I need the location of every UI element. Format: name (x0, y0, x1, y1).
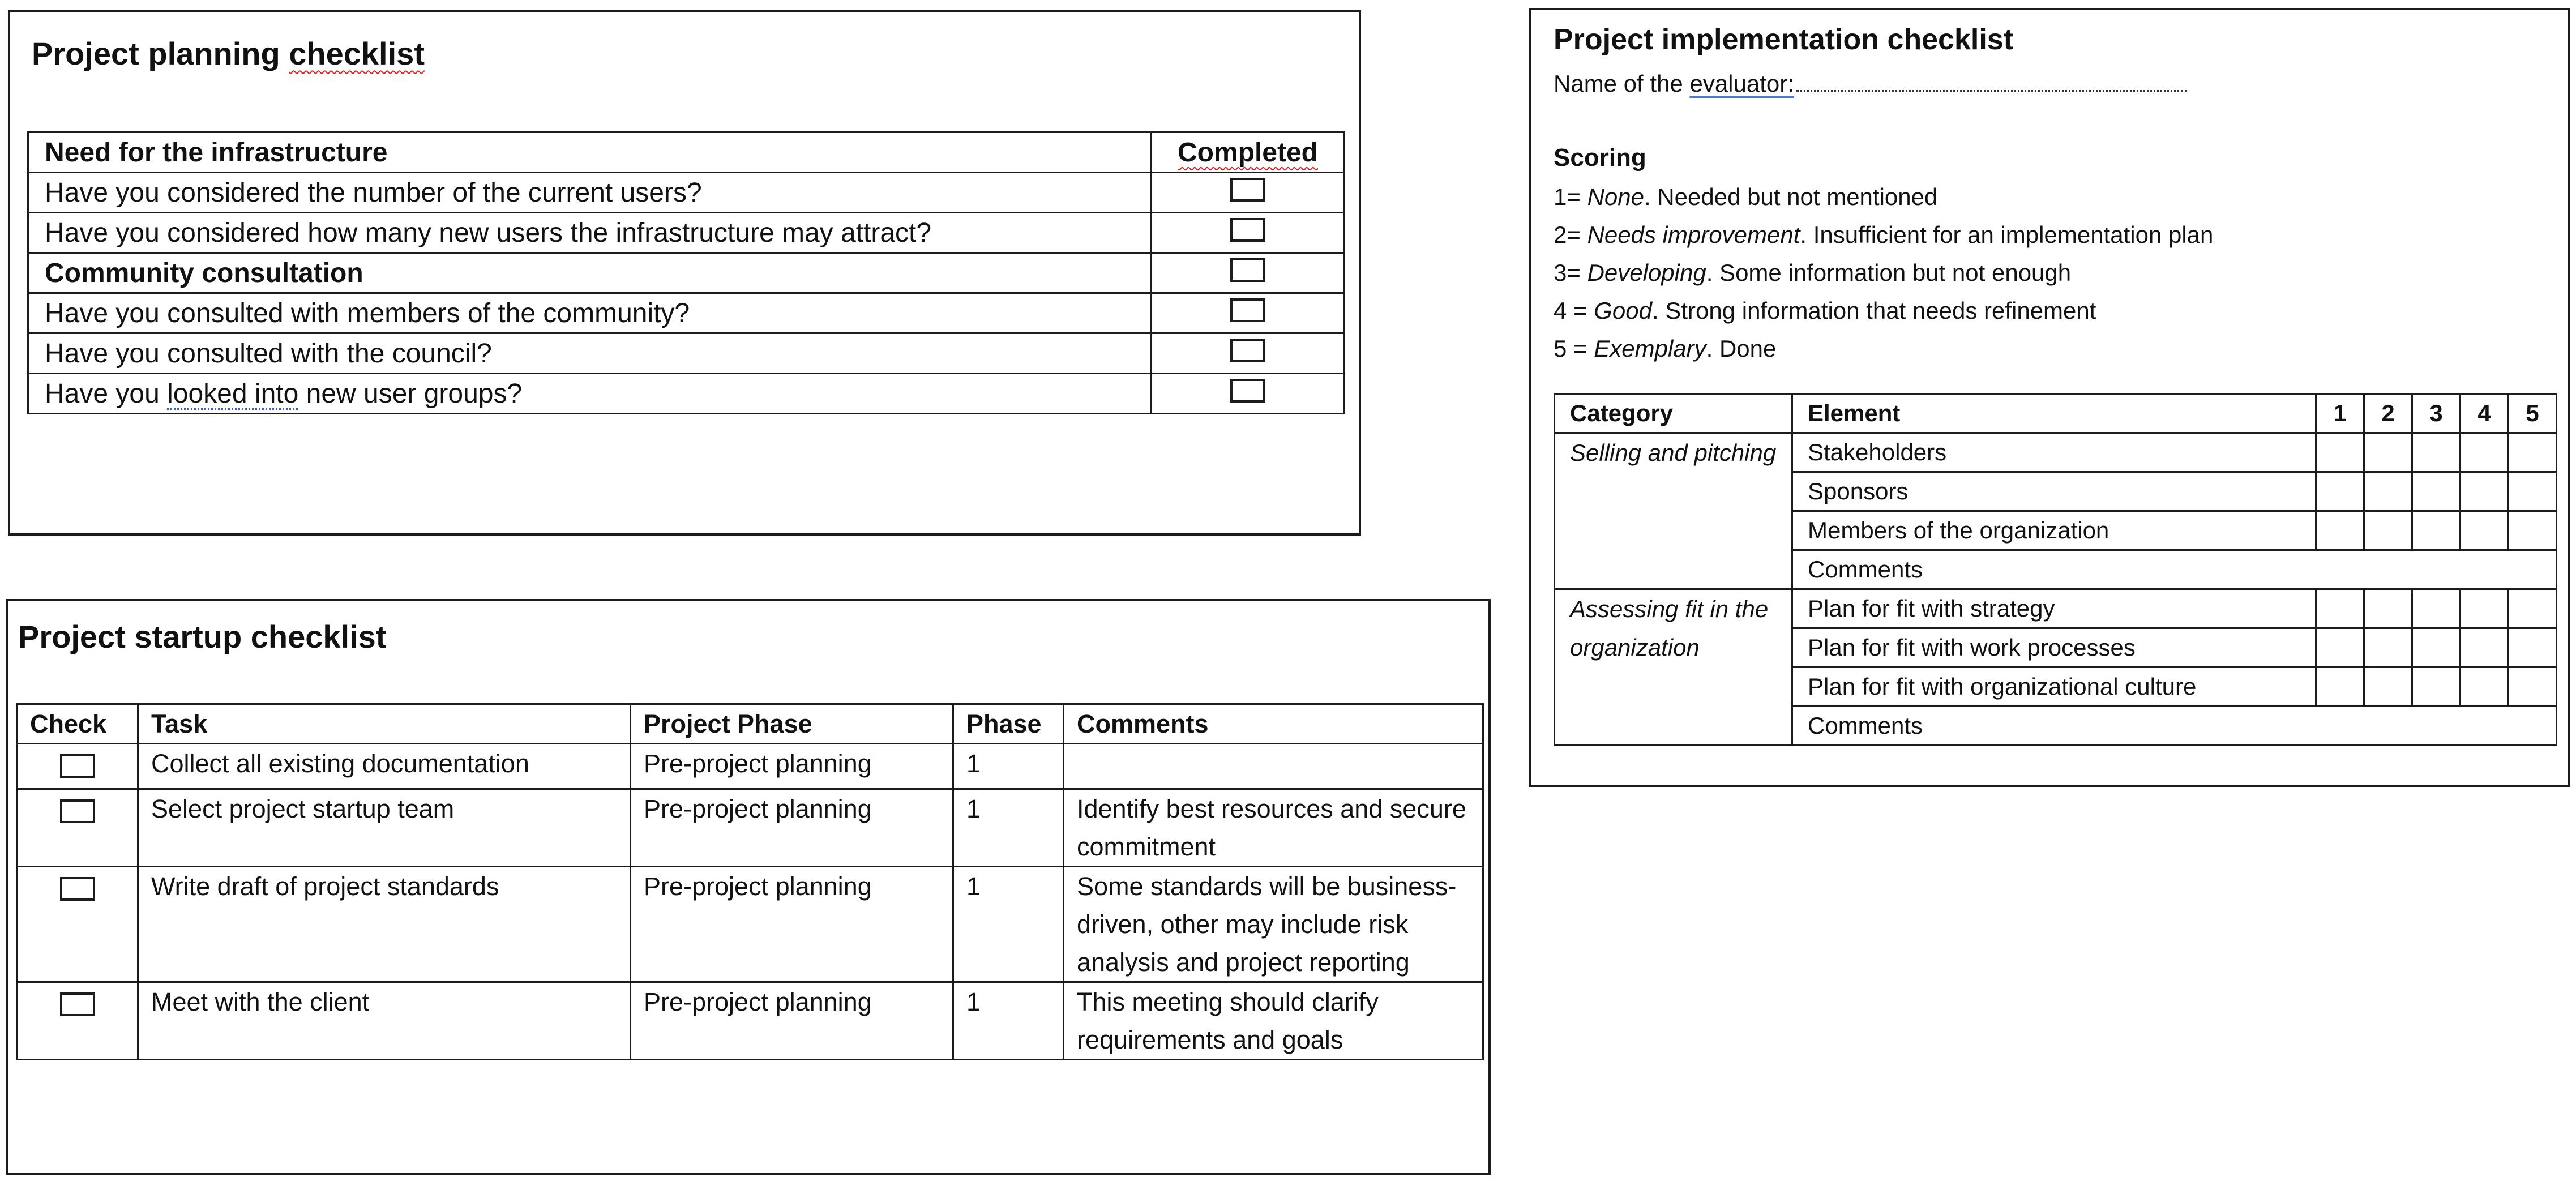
project-phase-cell: Pre-project planning (631, 867, 953, 982)
score-cell[interactable] (2509, 433, 2557, 472)
task-cell: Collect all existing documentation (138, 744, 631, 789)
implementation-table (1554, 393, 2557, 746)
table-row (17, 982, 1483, 1060)
scoring-item (1554, 292, 2213, 330)
score-cell[interactable] (2364, 511, 2412, 550)
category-cell: Selling and pitching (1555, 433, 1792, 589)
completed-checkbox[interactable] (1230, 339, 1265, 362)
checkbox-cell (1152, 253, 1345, 293)
project-phase-cell: Pre-project planning (631, 789, 953, 867)
header-task: Task (138, 704, 631, 744)
scoring-prefix: 2= (1554, 221, 1587, 248)
score-cell[interactable] (2316, 628, 2364, 667)
scoring-item (1554, 216, 2213, 254)
element-cell: Plan for fit with strategy (1792, 589, 2316, 628)
scoring-text: . Insufficient for an implementation plan (1800, 221, 2214, 248)
scoring-prefix: 4 = (1554, 297, 1594, 324)
score-cell[interactable] (2412, 589, 2461, 628)
checkbox-cell (17, 744, 138, 789)
checkbox-cell (17, 982, 138, 1060)
scoring-text: . Needed but not mentioned (1644, 183, 1938, 210)
task-cell: Meet with the client (138, 982, 631, 1060)
checkbox-cell (1152, 293, 1345, 333)
element-cell: Stakeholders (1792, 433, 2316, 472)
table-header-row (1555, 394, 2557, 433)
score-cell[interactable] (2364, 472, 2412, 511)
table-row (28, 374, 1345, 414)
checkbox-cell (1152, 374, 1345, 414)
question-text: new user groups? (298, 378, 523, 409)
phase-cell: 1 (953, 867, 1064, 982)
planning-title (32, 35, 425, 72)
header-score-3: 3 (2412, 394, 2461, 433)
score-cell[interactable] (2509, 472, 2557, 511)
completed-checkbox[interactable] (1230, 258, 1265, 282)
header-phase: Phase (953, 704, 1064, 744)
checkbox-cell (1152, 333, 1345, 374)
table-row (28, 213, 1345, 253)
phase-cell: 1 (953, 744, 1064, 789)
header-completed (1152, 132, 1345, 173)
score-cell[interactable] (2316, 667, 2364, 707)
scoring-term: Developing (1587, 259, 1706, 286)
phase-cell: 1 (953, 982, 1064, 1060)
task-cell: Write draft of project standards (138, 867, 631, 982)
score-cell[interactable] (2509, 667, 2557, 707)
header-category: Category (1555, 394, 1792, 433)
header-score-2: 2 (2364, 394, 2412, 433)
score-cell[interactable] (2461, 589, 2509, 628)
checkbox-cell (1152, 213, 1345, 253)
score-cell[interactable] (2412, 511, 2461, 550)
table-row (28, 253, 1345, 293)
header-project-phase: Project Phase (631, 704, 953, 744)
completed-checkbox[interactable] (1230, 218, 1265, 242)
comments-cell: This meeting should clarify requirements and goals (1064, 982, 1483, 1060)
task-checkbox[interactable] (60, 877, 95, 901)
phase-cell: 1 (953, 789, 1064, 867)
header-comments: Comments (1064, 704, 1483, 744)
score-cell[interactable] (2412, 433, 2461, 472)
comments-cell[interactable]: Comments (1792, 550, 2557, 589)
evaluator-line (1554, 70, 2187, 97)
score-cell[interactable] (2509, 628, 2557, 667)
table-row (28, 173, 1345, 213)
scoring-prefix: 5 = (1554, 335, 1594, 362)
task-checkbox[interactable] (60, 992, 95, 1016)
evaluator-label: Name of the (1554, 70, 1690, 97)
header-score-4: 4 (2461, 394, 2509, 433)
checkbox-cell (17, 789, 138, 867)
category-cell: Assessing fit in the organization (1555, 589, 1792, 746)
score-cell[interactable] (2364, 589, 2412, 628)
table-row (17, 744, 1483, 789)
completed-checkbox[interactable] (1230, 178, 1265, 202)
header-score-5: 5 (2509, 394, 2557, 433)
project-phase-cell: Pre-project planning (631, 982, 953, 1060)
score-cell[interactable] (2412, 667, 2461, 707)
score-cell[interactable] (2461, 472, 2509, 511)
element-cell: Plan for fit with work processes (1792, 628, 2316, 667)
header-need: Need for the infrastructure (28, 132, 1152, 173)
score-cell[interactable] (2412, 628, 2461, 667)
score-cell[interactable] (2461, 628, 2509, 667)
scoring-item (1554, 178, 2213, 216)
comments-cell (1064, 744, 1483, 789)
table-row (1555, 433, 2557, 472)
score-cell[interactable] (2316, 472, 2364, 511)
task-cell: Select project startup team (138, 789, 631, 867)
comments-cell: Identify best resources and secure commitment (1064, 789, 1483, 867)
score-cell[interactable] (2509, 511, 2557, 550)
question-cell: Have you considered the number of the current users? (28, 173, 1152, 213)
score-cell[interactable] (2364, 628, 2412, 667)
header-score-1: 1 (2316, 394, 2364, 433)
score-cell[interactable] (2316, 433, 2364, 472)
score-cell[interactable] (2461, 511, 2509, 550)
task-checkbox[interactable] (60, 799, 95, 823)
checkbox-cell (1152, 173, 1345, 213)
scoring-title: Scoring (1554, 144, 1646, 172)
table-row (28, 333, 1345, 374)
score-cell[interactable] (2316, 589, 2364, 628)
score-cell[interactable] (2461, 667, 2509, 707)
question-cell: Have you considered how many new users the infrastructure may attract? (28, 213, 1152, 253)
planning-table (27, 131, 1345, 414)
element-cell: Members of the organization (1792, 511, 2316, 550)
table-row (1555, 589, 2557, 628)
element-cell: Plan for fit with organizational culture (1792, 667, 2316, 707)
scoring-term: None (1587, 183, 1644, 210)
question-cell: Have you consulted with members of the community? (28, 293, 1152, 333)
scoring-text: . Some information but not enough (1706, 259, 2072, 286)
table-header-row (17, 704, 1483, 744)
score-cell[interactable] (2316, 511, 2364, 550)
comments-cell: Some standards will be business-driven, other may include risk analysis and project reporting (1064, 867, 1483, 982)
scoring-term: Needs improvement (1587, 221, 1800, 248)
startup-title: Project startup checklist (18, 619, 387, 654)
table-row (17, 867, 1483, 982)
scoring-term: Exemplary (1594, 335, 1706, 362)
checkbox-cell (17, 867, 138, 982)
header-completed-text: Completed (1177, 137, 1318, 168)
score-cell[interactable] (2364, 433, 2412, 472)
score-cell[interactable] (2461, 433, 2509, 472)
project-phase-cell: Pre-project planning (631, 744, 953, 789)
planning-title-checklist: checklist (289, 36, 425, 71)
planning-title-text: Project planning (32, 36, 289, 71)
completed-checkbox[interactable] (1230, 298, 1265, 322)
scoring-text: . Strong information that needs refinement (1651, 297, 2096, 324)
completed-checkbox[interactable] (1230, 379, 1265, 403)
scoring-prefix: 3= (1554, 259, 1587, 286)
scoring-item (1554, 254, 2213, 292)
table-row (17, 789, 1483, 867)
scoring-item (1554, 330, 2213, 367)
startup-table (16, 703, 1484, 1060)
comments-cell[interactable]: Comments (1792, 707, 2557, 746)
section-community: Community consultation (28, 253, 1152, 293)
evaluator-label-flagged: evaluator: (1689, 70, 1794, 97)
element-cell: Sponsors (1792, 472, 2316, 511)
scoring-list (1554, 178, 2213, 367)
header-element: Element (1792, 394, 2316, 433)
scoring-text: . Done (1706, 335, 1777, 362)
project-startup-panel (6, 599, 1491, 1175)
scoring-term: Good (1594, 297, 1652, 324)
question-text-flagged: looked into (167, 378, 299, 409)
score-cell[interactable] (2364, 667, 2412, 707)
project-planning-panel (8, 10, 1361, 536)
score-cell[interactable] (2509, 589, 2557, 628)
scoring-prefix: 1= (1554, 183, 1587, 210)
question-text: Have you (45, 378, 168, 409)
table-row (28, 132, 1345, 173)
score-cell[interactable] (2412, 472, 2461, 511)
project-implementation-panel (1529, 8, 2570, 787)
task-checkbox[interactable] (60, 754, 95, 778)
question-cell: Have you consulted with the council? (28, 333, 1152, 374)
question-cell (28, 374, 1152, 414)
table-row (28, 293, 1345, 333)
implementation-title: Project implementation checklist (1554, 23, 2014, 56)
evaluator-name-field[interactable] (1796, 72, 2187, 92)
header-check: Check (17, 704, 138, 744)
